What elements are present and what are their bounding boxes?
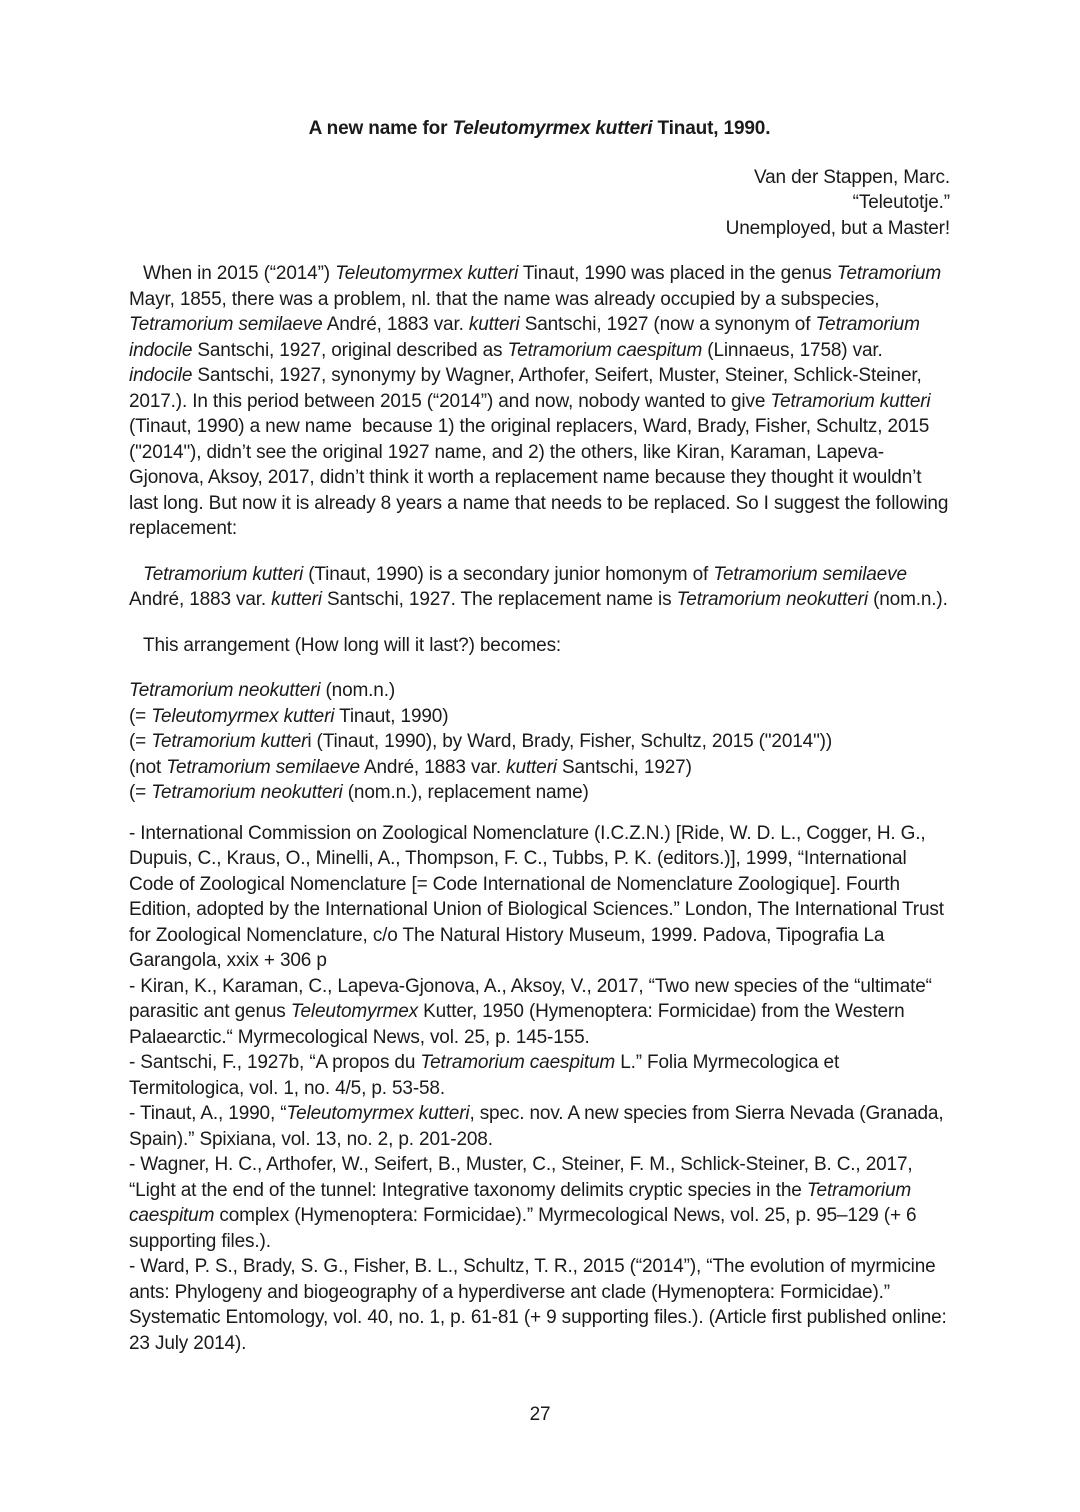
synonymy-line-1 xyxy=(129,678,950,704)
author-alias xyxy=(129,190,950,216)
text-run: Tetramorium kutteri xyxy=(770,390,931,412)
text-run: Santschi, 1927. The replacement name is xyxy=(321,589,677,610)
text-run: (nom.n.) xyxy=(320,680,396,701)
text-run: L.” Folia Myrmecologica et Termitologica, vol. 1, no. 4/5, p. 53-58. xyxy=(129,1052,840,1099)
synonymy-line-3 xyxy=(129,729,950,755)
document-content xyxy=(129,116,950,1356)
text-run: Tetramorium caespitum xyxy=(420,1052,616,1073)
text-run: Tetramorium neokutteri xyxy=(129,680,321,701)
text-run: Tetramorium indocile xyxy=(129,314,920,361)
synonymy-line-4 xyxy=(129,755,950,781)
text-run: Tetramorium neokutteri xyxy=(151,782,343,803)
author-name xyxy=(129,165,950,191)
text-run: Tinaut, 1990 was placed in the genus xyxy=(518,263,837,284)
text-run: Tetramorium semilaeve xyxy=(713,563,907,585)
text-run: kutteri xyxy=(506,756,557,778)
text-run: Teleutomyrmex kutteri xyxy=(452,118,653,139)
text-run: Tetramorium xyxy=(836,263,942,284)
text-run: Teleutomyrmex xyxy=(290,1001,419,1022)
text-run: Mayr, 1855, there was a problem, nl. that the name was already occupied by a subspecies, xyxy=(129,288,880,310)
text-run: - Tinaut, A., 1990, “ xyxy=(129,1103,287,1124)
text-run: Santschi, 1927) xyxy=(556,756,692,778)
text-run: When in 2015 (“2014”) xyxy=(143,263,336,284)
reference-santschi-1927b xyxy=(129,1050,950,1101)
text-run: , spec. nov. A new species from Sierra Nevada (Granada, Spain).” Spixiana, vol. 13, no. 2, p. 201-208. xyxy=(129,1103,944,1150)
text-run: (nom.n.). xyxy=(867,589,948,610)
text-run: Santschi, 1927, original described as xyxy=(192,339,508,361)
text-run: Teleutomyrmex kutteri xyxy=(151,705,335,727)
text-run: André, 1883 var. xyxy=(129,589,272,610)
reference-wagner-2017 xyxy=(129,1152,950,1254)
text-run: i (Tinaut, 1990), by Ward, Brady, Fisher, Schultz, 2015 ("2014")) xyxy=(307,731,833,752)
text-run: Tetramorium caespitum xyxy=(507,339,703,361)
text-run: “Teleutotje.” xyxy=(852,192,950,213)
text-run: (not xyxy=(129,756,167,778)
text-run: complex (Hymenoptera: Formicidae).” Myrmecological News, vol. 25, p. 95–129 (+ 6 supporting files.). xyxy=(129,1205,917,1252)
paragraph-replacement xyxy=(129,562,950,613)
text-run: (Tinaut, 1990) a new name because 1) the original replacers, Ward, Brady, Fisher, Schultz, 2015 ("2014"), didn’t see the original 1927 name, and 2) the others, like Kiran, Karaman, Lapeva-Gjonova, Aksoy, 2017, didn’t think it worth a replacement name because they thought it wouldn’t last long. But now it is already 8 years a name that needs to be replaced. So I suggest the following replacement: xyxy=(129,416,949,539)
text-run: kutteri xyxy=(468,314,520,335)
text-run: Santschi, 1927, synonymy by Wagner, Arthofer, Seifert, Muster, Steiner, Schlick-Steiner, 2017.). In this period between 2015 (“2014”) and now, nobody wanted to give xyxy=(129,365,922,412)
text-run: Tinaut, 1990) xyxy=(334,705,449,727)
text-run: (= xyxy=(129,731,152,752)
text-run: Tetramorium kutteri xyxy=(143,563,304,585)
text-run: (nom.n.), replacement name) xyxy=(342,782,589,803)
reference-tinaut-1990 xyxy=(129,1101,950,1152)
text-run: Van der Stappen, Marc. xyxy=(754,166,950,188)
text-run: A new name for xyxy=(308,118,453,139)
text-run: - Kiran, K., Karaman, C., Lapeva-Gjonova, A., Aksoy, V., 2017, “Two new species of the “ultimate“ parasitic ant genus xyxy=(129,975,932,1022)
text-run: Kutter, 1950 (Hymenoptera: Formicidae) from the Western Palaearctic.“ Myrmecological News, vol. 25, p. 145-155. xyxy=(129,1001,905,1048)
text-run: Tetramorium neokutteri xyxy=(676,589,868,610)
text-run: - Wagner, H. C., Arthofer, W., Seifert, B., Muster, C., Steiner, F. M., Schlick-Steiner, B. C., 2017, “Light at the end of the tunnel: Integrative taxonomy delimits cryptic species in the xyxy=(129,1154,913,1201)
paragraph-arrangement xyxy=(129,633,950,659)
reference-kiran-2017 xyxy=(129,974,950,1051)
document-title xyxy=(129,116,950,142)
text-run: Tinaut, 1990. xyxy=(652,118,771,139)
reference-iczn-1999 xyxy=(129,821,950,974)
text-run: Tetramorium semilaeve xyxy=(129,314,323,335)
text-run: - International Commission on Zoological Nomenclature (I.C.Z.N.) [Ride, W. D. L., Cogger, H. G., Dupuis, C., Kraus, O., Minelli, A., Thompson, F. C., Tubbs, P. K. (editors.)], 1999, “International Code of Zoological Nomenclature [= Code International de Nomenclature Zoologique]. Fourth Edition, adopted by the International Union of Biological Sciences.” London, The International Trust for Zoological Nomenclature, c/o The Natural History Museum, 1999. Padova, Tipografia La Garangola, xxix + 306 p xyxy=(129,822,944,971)
text-run: Tetramorium caespitum xyxy=(129,1179,912,1226)
text-run: André, 1883 var. xyxy=(359,756,507,778)
text-run: (Linnaeus, 1758) var. xyxy=(702,339,883,361)
text-run: Teleutomyrmex kutteri xyxy=(335,263,519,284)
reference-ward-2015 xyxy=(129,1254,950,1356)
text-run: kutteri xyxy=(271,589,322,610)
text-run: This arrangement (How long will it last?) becomes: xyxy=(143,634,562,656)
text-run: Tetramorium semilaeve xyxy=(166,756,360,778)
page-number: 27 xyxy=(529,1404,551,1425)
text-run: - Santschi, F., 1927b, “A propos du xyxy=(129,1052,421,1073)
synonymy-line-2 xyxy=(129,704,950,730)
text-run: Unemployed, but a Master! xyxy=(725,217,950,239)
text-run: Teleutomyrmex kutteri xyxy=(286,1103,470,1124)
author-status xyxy=(129,216,950,242)
text-run: - Ward, P. S., Brady, S. G., Fisher, B. L., Schultz, T. R., 2015 (“2014”), “The evolution of myrmicine ants: Phylogeny and biogeography of a hyperdiverse ant clade (Hymenoptera: Formicidae).” Systematic Entomology, vol. 40, no. 1, p. 61-81 (+ 9 supporting files.). (Article first published online: 23 July 2014). xyxy=(129,1256,947,1354)
paragraph-intro xyxy=(129,261,950,542)
text-run: (= xyxy=(129,705,152,727)
text-run: (= xyxy=(129,782,152,803)
text-run: André, 1883 var. xyxy=(322,314,469,335)
text-run: indocile xyxy=(129,365,193,386)
text-run: (Tinaut, 1990) is a secondary junior homonym of xyxy=(303,563,714,585)
text-run: Tetramorium kutter xyxy=(151,731,308,752)
synonymy-line-5 xyxy=(129,780,950,806)
text-run: Santschi, 1927 (now a synonym of xyxy=(519,314,816,335)
